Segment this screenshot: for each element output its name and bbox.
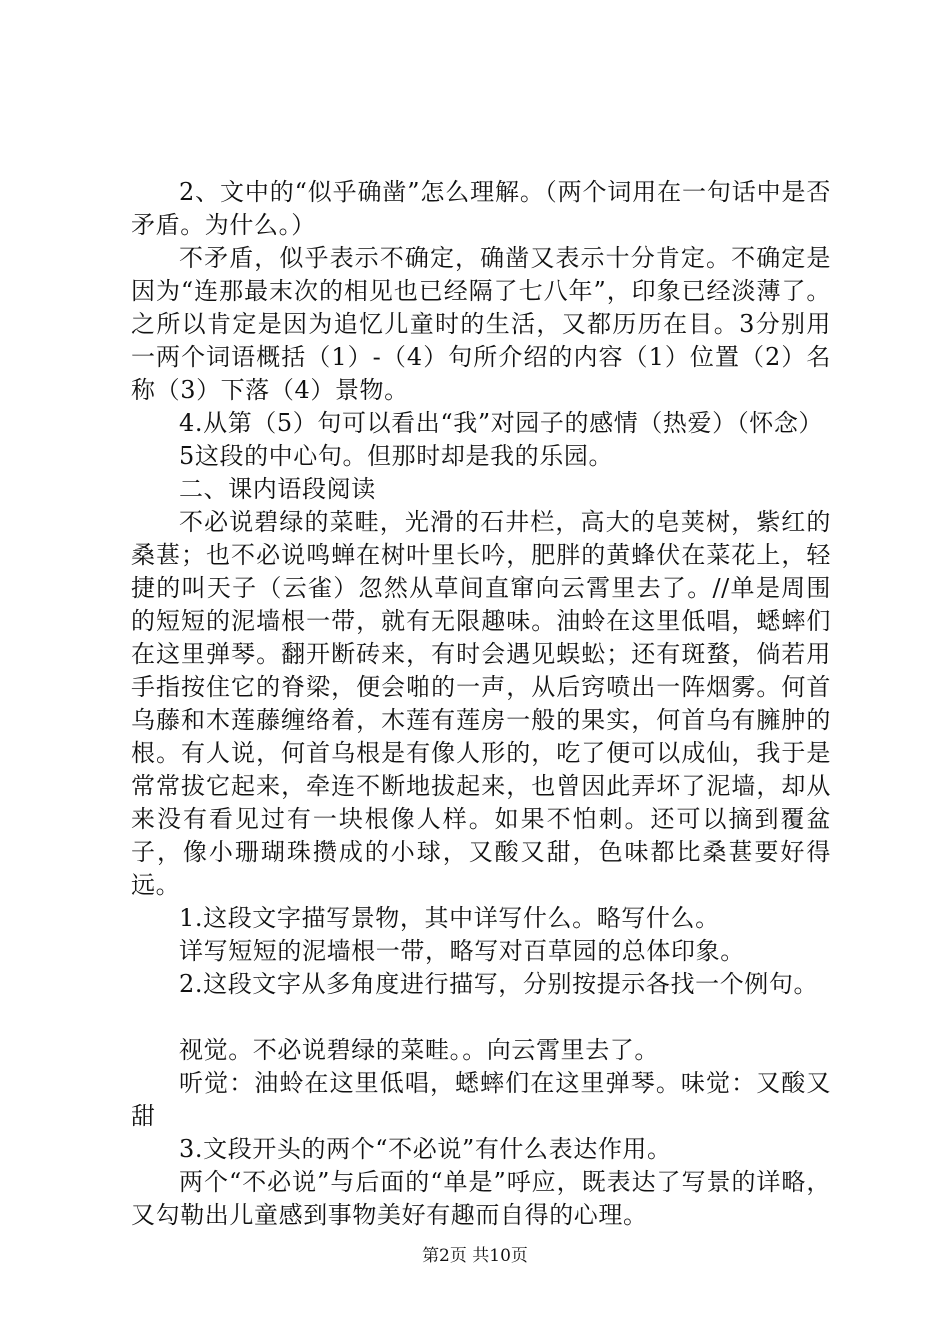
- section-heading: 二、课内语段阅读: [179, 475, 376, 503]
- paragraph: 2、文中的“似乎确凿”怎么理解。（两个词用在一句话中是否矛盾。为什么。）: [131, 178, 831, 239]
- paragraph: 5这段的中心句。但那时却是我的乐园。: [179, 442, 614, 470]
- question: 2.这段文字从多角度进行描写，分别按提示各找一个例句。: [179, 970, 819, 998]
- answer: 听觉：油蛉在这里低唱，蟋蟀们在这里弹琴。味觉：又酸又甜: [131, 1069, 831, 1130]
- answer: 视觉。不必说碧绿的菜畦。。向云霄里去了。: [179, 1036, 659, 1064]
- paragraph: 不矛盾，似乎表示不确定，确凿又表示十分肯定。不确定是因为“连那最末次的相见也已经隔了七八年”，印象已经淡薄了。之所以肯定是因为追忆儿童时的生活，又都历历在目。3分别用一两个词语概括（1）-（4）句所介绍的内容（1）位置（2）名称（3）下落（4）景物。: [131, 244, 831, 404]
- question: 1.这段文字描写景物，其中详写什么。略写什么。: [179, 904, 720, 932]
- question: 3.文段开头的两个“不必说”有什么表达作用。: [179, 1135, 672, 1163]
- paragraph: 不必说碧绿的菜畦，光滑的石井栏，高大的皂荚树，紫红的桑葚；也不必说鸣蝉在树叶里长吟，肥胖的黄蜂伏在菜花上，轻捷的叫天子（云雀）忽然从草间直窜向云霄里去了。//单是周围的短短的泥墙根一带，就有无限趣味。油蛉在这里低唱，蟋蟀们在这里弹琴。翻开断砖来，有时会遇见蜈蚣；还有斑蝥，倘若用手指按住它的脊梁，便会啪的一声，从后窍喷出一阵烟雾。何首乌藤和木莲藤缠络着，木莲有莲房一般的果实，何首乌有臃肿的根。有人说，何首乌根是有像人形的，吃了便可以成仙，我于是常常拔它起来，牵连不断地拔起来，也曾因此弄坏了泥墙，却从来没有看见过有一块根像人样。如果不怕刺。还可以摘到覆盆子，像小珊瑚珠攒成的小球，又酸又甜，色味都比桑葚要好得远。: [131, 508, 831, 899]
- page-number-footer: 第2页 共10页: [422, 1246, 528, 1266]
- paragraph: 4.从第（5）句可以看出“我”对园子的感情（热爱）（怀念）: [179, 409, 824, 437]
- answer: 两个“不必说”与后面的“单是”呼应，既表达了写景的详略，又勾勒出儿童感到事物美好有趣而自得的心理。: [131, 1168, 831, 1229]
- answer: 详写短短的泥墙根一带，略写对百草园的总体印象。: [179, 937, 745, 965]
- document-body: [131, 176, 831, 1232]
